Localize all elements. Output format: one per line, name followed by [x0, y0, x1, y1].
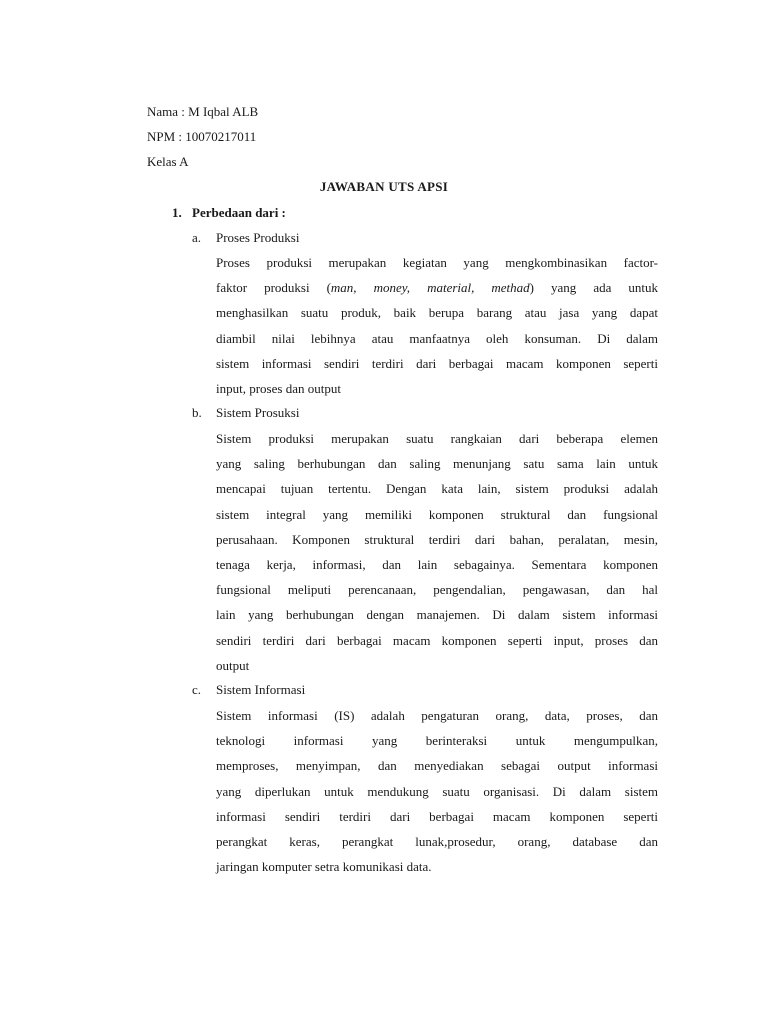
paragraph-line: lain yang berhubungan dengan manajemen. Di dalam sistem informasi — [216, 607, 658, 623]
paragraph-line: input, proses dan output — [216, 381, 341, 397]
student-npm: NPM : 10070217011 — [147, 129, 257, 144]
item-letter-b: b. — [192, 405, 202, 420]
item-paragraph-a — [216, 250, 658, 401]
paragraph-line: Proses produksi merupakan kegiatan yang mengkombinasikan factor- — [216, 255, 658, 270]
paragraph-line: informasi sendiri terdiri dari berbagai macam komponen seperti — [216, 808, 658, 824]
paragraph-line: jaringan komputer setra komunikasi data. — [216, 859, 432, 875]
text-fragment: ) yang ada untuk — [529, 280, 658, 296]
paragraph-line: yang saling berhubungan dan saling menunjang satu sama lain untuk — [216, 456, 658, 472]
paragraph-line-italic — [216, 275, 658, 300]
item-paragraph-c — [216, 703, 658, 879]
paragraph-line: teknologi informasi yang berinteraksi untuk mengumpulkan, — [216, 733, 658, 749]
question-text: Perbedaan dari : — [192, 205, 286, 220]
paragraph-line: perangkat keras, perangkat lunak,prosedur, orang, database dan — [216, 834, 658, 850]
paragraph-line: mencapai tujuan tertentu. Dengan kata lain, sistem produksi adalah — [216, 481, 658, 497]
paragraph-line: Sistem informasi (IS) adalah pengaturan orang, data, proses, dan — [216, 708, 658, 723]
document-title: JAWABAN UTS APSI — [319, 179, 449, 194]
paragraph-line: sistem integral yang memiliki komponen struktural dan fungsional — [216, 506, 658, 522]
item-title-c: Sistem Informasi — [216, 682, 306, 697]
text-fragment: faktor produksi ( — [216, 280, 331, 296]
item-letter-c: c. — [192, 682, 202, 697]
item-paragraph-b — [216, 426, 658, 678]
paragraph-line: tenaga kerja, informasi, dan lain sebagainya. Sementara komponen — [216, 557, 658, 573]
paragraph-line: output — [216, 657, 250, 673]
question-number: 1. — [172, 205, 182, 220]
item-title-b: Sistem Prosuksi — [216, 405, 300, 420]
student-name: Nama : M Iqbal ALB — [147, 104, 259, 119]
italic-fragment: man, money, material, methad — [330, 280, 530, 296]
paragraph-line: memproses, menyimpan, dan menyediakan sebagai output informasi — [216, 758, 658, 774]
paragraph-line: sistem informasi sendiri terdiri dari berbagai macam komponen seperti — [216, 355, 658, 371]
paragraph-line: perusahaan. Komponen struktural terdiri dari bahan, peralatan, mesin, — [216, 531, 658, 547]
paragraph-line: Sistem produksi merupakan suatu rangkaian dari beberapa elemen — [216, 431, 658, 446]
item-letter-a: a. — [192, 230, 202, 245]
student-class: Kelas A — [147, 154, 189, 169]
paragraph-line: sendiri terdiri dari berbagai macam komponen seperti input, proses dan — [216, 632, 658, 648]
item-title-a: Proses Produksi — [216, 230, 300, 245]
paragraph-line: diambil nilai lebihnya atau manfaatnya oleh konsuman. Di dalam — [216, 330, 658, 346]
paragraph-line: menghasilkan suatu produk, baik berupa barang atau jasa yang dapat — [216, 305, 658, 321]
paragraph-line: yang diperlukan untuk mendukung suatu organisasi. Di dalam sistem — [216, 783, 658, 799]
paragraph-line: fungsional meliputi perencanaan, pengendalian, pengawasan, dan hal — [216, 582, 658, 598]
